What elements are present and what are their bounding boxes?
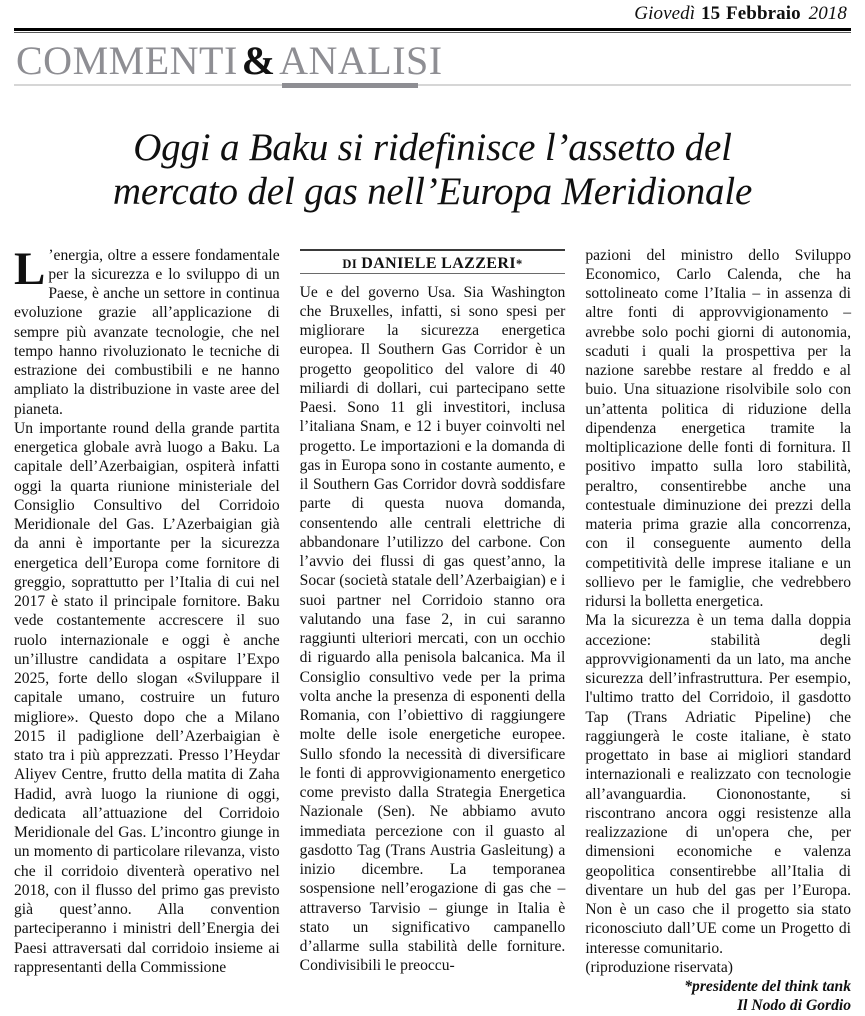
dateline-month: Febbraio	[726, 3, 801, 24]
dateline-day: 15	[700, 3, 721, 24]
author-signoff	[585, 978, 851, 1015]
dateline	[14, 0, 851, 27]
masthead-ampersand: &	[241, 38, 276, 83]
article-headline	[14, 112, 851, 219]
column1-paragraph-1	[14, 242, 280, 419]
dateline-weekday: Giovedì	[634, 3, 696, 24]
masthead-word-commenti: COMMENTI	[16, 38, 238, 83]
article-column-2	[300, 246, 566, 1016]
section-masthead	[14, 33, 851, 84]
byline-last-name: LAZZERI	[441, 254, 516, 272]
signoff-role: *presidente del think tank	[684, 978, 852, 996]
headline-line-1: Oggi a Baku si ridefinisce l’assetto del	[133, 126, 732, 170]
byline-rule-top	[300, 249, 566, 251]
signoff-organization: Il Nodo di Gordio	[737, 996, 852, 1014]
dateline-year: 2018	[808, 3, 847, 24]
masthead-rule	[14, 84, 851, 86]
masthead-rule-accent	[282, 83, 418, 88]
reproduction-notice: (riproduzione riservata)	[585, 958, 733, 976]
masthead-word-analisi: ANALISI	[279, 38, 443, 83]
article-columns	[14, 242, 852, 1016]
byline-block	[300, 249, 566, 274]
column2-paragraph-1: Ue e del governo Usa. Sia Washington che Bruxelles, infatti, si sono spesi per migliorare la sicurezza energetica europea. Il Southern Gas Corridor è un progetto geopolitico del valore di 40 miliardi di dollari, cui partecipano sette Paesi. Sono 11 gli investitori, inclusa l’italiana Snam, e 12 i buyer coinvolti nel progetto. Le importazioni e la domanda di gas in Europa sono in costante aumento, e il Southern Gas Corridor dovrà soddisfare parte di questa nuova domanda, consentendo alle centrali elettriche di abbandonare l’utilizzo del carbone. Con l’avvio dei flussi di gas quest’anno, la Socar (società statale dell’Azerbaigian) e i suoi partner nel Corridoio stanno ora valutando una fase 2, in cui saranno raggiunti ulteriori mercati, con un occhio di riguardo alla penisola balcanica. Ma il Consiglio consultivo vede per la prima volta anche la presenza di esponenti della Romania, con l’obiettivo di raggiungere molte delle isole energetiche europee. Sullo sfondo la necessità di diversificare le fonti di approvvigionamento energetico come previsto dalla Strategia Energetica Nazionale (Sen). Ne abbiamo avuto immediata percezione con il guasto al gasdotto Tag (Trans Austria Gasleitung) a inizio dicembre. La temporanea sospensione nell’erogazione di gas che – attraverso Tarvisio – giunge in Italia è stato un significativo campanello d’allarme sulla stabilità delle forniture. Condivisibili le preoccu-	[299, 283, 566, 975]
byline-first-name: DANIELE	[361, 254, 437, 272]
column3-paragraph-1: pazioni del ministro dello Sviluppo Economico, Carlo Calenda, che ha sottolineato come l’Italia – in assenza di altre fonti di approvvigionamento – avrebbe solo pochi giorni di autonomia, scaduti i quali la prospettiva per la nazione sarebbe restare al freddo e al buio. Una situazione risolvibile solo con un’attenta politica di riduzione della dipendenza energetica tramite la moltiplicazione delle fonti di fornitura. Il positivo impatto sulla loro stabilità, peraltro, consentirebbe anche una contestuale diminuzione dei prezzi della materia prima grazie alla concorrenza, con il conseguente aumento della competitività delle imprese italiane e un sollievo per le famiglie, che vedrebbero ridursi la bolletta energetica.	[585, 246, 852, 611]
column3-paragraph-2: Ma la sicurezza è un tema dalla doppia accezione: stabilità degli approvvigionamenti da un lato, ma anche sicurezza dell’infrastruttura. Per esempio, l'ultimo tratto del Corridoio, il gasdotto Tap (Trans Adriatic Pipeline) che raggiungerà le coste italiane, è stato progettato in base ai migliori standard internazionali e realizzato con tecnologie all’avanguardia. Ciononostante, si riscontrano ancora oggi resistenze alla realizzazione di un'opera che, per dimensioni economiche e valenza geopolitica consentirebbe all’Italia di diventare un hub del gas per l’Europa. Non è un caso che il progetto sia stato riconosciuto dall’UE come un Progetto di interesse comunitario.	[585, 612, 852, 957]
article-column-1	[14, 242, 280, 1016]
article-column-3	[585, 246, 851, 1016]
byline-asterisk: *	[515, 256, 523, 271]
column1-paragraph-1-text: ’energia, oltre a essere fondamentale per la sicurezza e lo sviluppo di un Paese, è anche un settore in continua evoluzione grazie all’applicazione di sempre più avanzate tecnologie, che nel tempo hanno rivoluzionato le tecniche di estrazione dei combustibili e ne hanno ampliato la distribuzione in vaste aree del pianeta.	[14, 246, 280, 418]
column1-paragraph-2: Un importante round della grande partita energetica globale avrà luogo a Baku. La capitale dell’Azerbaigian, ospiterà infatti oggi la quarta riunione ministeriale del Consiglio Consultivo del Corridoio Meridionale del Gas. L’Azerbaigian già da anni è importante per la sicurezza energetica dell’Europa come fornitore di greggio, soprattutto per l’Italia di cui nel 2017 è stato il principale fornitore. Baku vede costantemente accrescere il suo ruolo internazionale e oggi è anche un’illustre candidata a ospitare l’Expo 2025, forte dello slogan «Sviluppare il capitale umano, costruire un futuro migliore». Questo dopo che a Milano 2015 il padiglione dell’Azerbaigian è stato tra i più apprezzati. Presso l’Heydar Aliyev Centre, frutto della matita di Zaha Hadid, avrà luogo la riunione di oggi, dedicata all’attuazione del Corridoio Meridionale del Gas. L’incontro giunge in un momento di particolare rilevanza, visto che il corridoio diventerà operativo nel 2018, con il flusso del primo gas previsto già quest’anno. Alla convention parteciperanno i ministri dell’Energia dei Paesi attraversati dal corridoio insieme ai rappresentanti della Commissione	[14, 419, 280, 976]
header-rule-thick	[14, 28, 851, 31]
headline-line-2: mercato del gas nell’Europa Meridionale	[112, 169, 753, 213]
byline	[300, 254, 566, 274]
byline-prefix: DI	[342, 256, 358, 271]
drop-cap: L	[14, 242, 46, 295]
